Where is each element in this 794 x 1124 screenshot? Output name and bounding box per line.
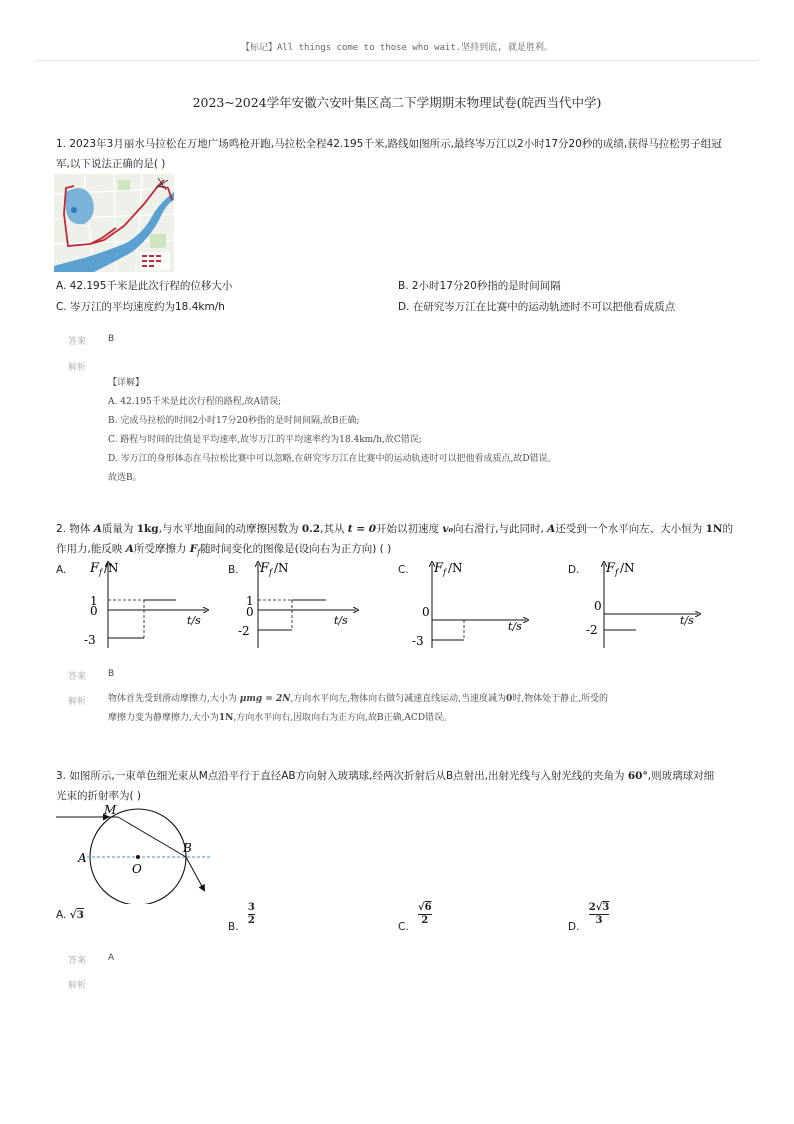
- q2-graph-c-letter: C.: [398, 564, 409, 576]
- svg-text:F: F: [606, 561, 616, 576]
- svg-text:O: O: [132, 862, 142, 876]
- svg-text:F: F: [434, 561, 444, 576]
- svg-text:t/s: t/s: [508, 620, 522, 633]
- q2-answer-label: 答案: [68, 672, 87, 682]
- q2-exp-line2: 摩擦力变为静摩擦力,大小为1N,方向水平向右,因取向右为正方向,故B正确,ACD错误。: [108, 713, 453, 723]
- svg-text:f: f: [269, 568, 272, 577]
- svg-text:/N: /N: [104, 561, 119, 575]
- svg-text:f: f: [99, 568, 102, 577]
- q2-answer: B: [108, 669, 115, 679]
- svg-text:/N: /N: [448, 561, 463, 575]
- svg-text:f: f: [615, 568, 618, 577]
- q2-stem-line2: 作用力,能反映 A所受摩擦力 $F_f$随时间变化的图像是(设向右为正方向) ( ): [56, 543, 392, 558]
- svg-text:0: 0: [90, 604, 98, 618]
- svg-text:t/s: t/s: [187, 614, 201, 627]
- page-title: 2023~2024学年安徽六安叶集区高二下学期期末物理试卷(皖西当代中学): [192, 95, 602, 110]
- q1-stem-line1: 1. 2023年3月丽水马拉松在万地广场鸣枪开跑,马拉松全程42.195千米,路线如图所示,最终岑万江以2小时17分20秒的成绩,获得马拉松男子组冠: [56, 138, 722, 150]
- q3-option-b: B. $\frac{3}{2}$: [228, 902, 255, 933]
- header-note: 【标记】All things come to those who wait.坚持到底, 就是胜利。: [240, 43, 554, 53]
- header-divider: [36, 60, 758, 61]
- q3-answer: A: [108, 953, 115, 963]
- svg-text:t/s: t/s: [334, 614, 348, 627]
- svg-text:0: 0: [594, 599, 602, 613]
- q2-graph-a: [84, 558, 214, 653]
- svg-text:M: M: [104, 803, 117, 817]
- svg-text:-2: -2: [586, 623, 598, 637]
- q2-graphs: [54, 558, 754, 658]
- q2-graph-b-letter: B.: [228, 564, 239, 576]
- q2-analysis-label: 解析: [68, 697, 87, 707]
- q1-stem-line2: 军,以下说法正确的是( ): [56, 158, 166, 170]
- svg-text:-3: -3: [412, 634, 424, 648]
- q2-graph-b: [234, 558, 364, 653]
- svg-text:t/s: t/s: [680, 614, 694, 627]
- q2-graph-c: [402, 558, 532, 653]
- q2-graph-d-letter: D.: [568, 564, 580, 576]
- svg-text:0: 0: [246, 605, 254, 619]
- q1-option-a: A. 42.195千米是此次行程的位移大小: [56, 280, 233, 292]
- q2-exp-line1: 物体首先受到滑动摩擦力,大小为 μmg = 2N,方向水平向左,物体向右做匀减速直线运动,当速度减为0时,物体处于静止,所受的: [108, 694, 609, 704]
- q3-answer-label: 答案: [68, 956, 87, 966]
- svg-text:-2: -2: [238, 624, 250, 638]
- svg-text:0: 0: [422, 605, 430, 619]
- q3-analysis-label: 解析: [68, 981, 87, 991]
- q1-exp-line-c: C. 路程与时间的比值是平均速率,故岑万江的平均速率约为18.4km/h,故C错误;: [108, 435, 422, 445]
- svg-text:B: B: [183, 841, 192, 855]
- svg-text:F: F: [90, 561, 100, 576]
- svg-text:F: F: [260, 561, 270, 576]
- q1-analysis-label: 解析: [68, 363, 87, 373]
- q1-answer-label: 答案: [68, 337, 87, 347]
- q1-option-d: D. 在研究岑万江在比赛中的运动轨迹时不可以把他看成质点: [398, 301, 676, 313]
- svg-text:f: f: [443, 568, 446, 577]
- q2-graph-d: [574, 558, 704, 653]
- q3-stem-line1: 3. 如图所示,一束单色细光束从M点沿平行于直径AB方向射入玻璃球,经两次折射后从B点射出,出射光线与入射光线的夹角为 60°,则玻璃球对细: [56, 770, 715, 782]
- svg-text:/N: /N: [274, 561, 289, 575]
- q1-explanation: [108, 374, 748, 488]
- q3-option-c: C. $\frac{√6}{2}$: [398, 902, 432, 933]
- q2-stem: [56, 519, 746, 563]
- q1-stem: [56, 134, 746, 174]
- q1-option-c: C. 岑万江的平均速度约为18.4km/h: [56, 301, 225, 313]
- q3-stem-line2: 光束的折射率为( ): [56, 790, 142, 802]
- q1-exp-line-a: A. 42.195千米是此次行程的路程,故A错误;: [108, 397, 282, 407]
- svg-text:1: 1: [246, 594, 254, 608]
- q2-graph-a-letter: A.: [56, 564, 67, 576]
- q1-answer: B: [108, 334, 115, 344]
- q2-stem-line1: 2. 物体 A质量为 1kg,与水平地面间的动摩擦因数为 0.2,其从 t = 0开始以初速度 v₀向右滑行,与此同时, A还受到一个水平向左、大小恒为 1N的: [56, 523, 734, 535]
- svg-text:A: A: [78, 851, 87, 865]
- svg-text:-3: -3: [84, 633, 96, 647]
- q3-option-a: A. √3: [56, 909, 84, 921]
- q1-exp-conclusion: 故选B。: [108, 473, 142, 483]
- svg-text:/N: /N: [620, 561, 635, 575]
- q2-explanation: [108, 690, 728, 728]
- q1-detail-tag: 【详解】: [108, 378, 145, 388]
- q1-option-b: B. 2小时17分20秒指的是时间间隔: [398, 280, 561, 292]
- q1-exp-line-b: B. 完成马拉松的时间2小时17分20秒指的是时间间隔,故B正确;: [108, 416, 360, 426]
- q3-glass-ball-diagram: [56, 800, 216, 904]
- svg-text:1: 1: [90, 594, 98, 608]
- route-map-image: [54, 174, 174, 272]
- q1-exp-line-d: D. 岑万江的身形体态在马拉松比赛中可以忽略,在研究岑万江在比赛中的运动轨迹时可以把他看成质点,故D错误。: [108, 454, 557, 464]
- q3-option-d: D. $\frac{2√3}{3}$: [568, 902, 610, 933]
